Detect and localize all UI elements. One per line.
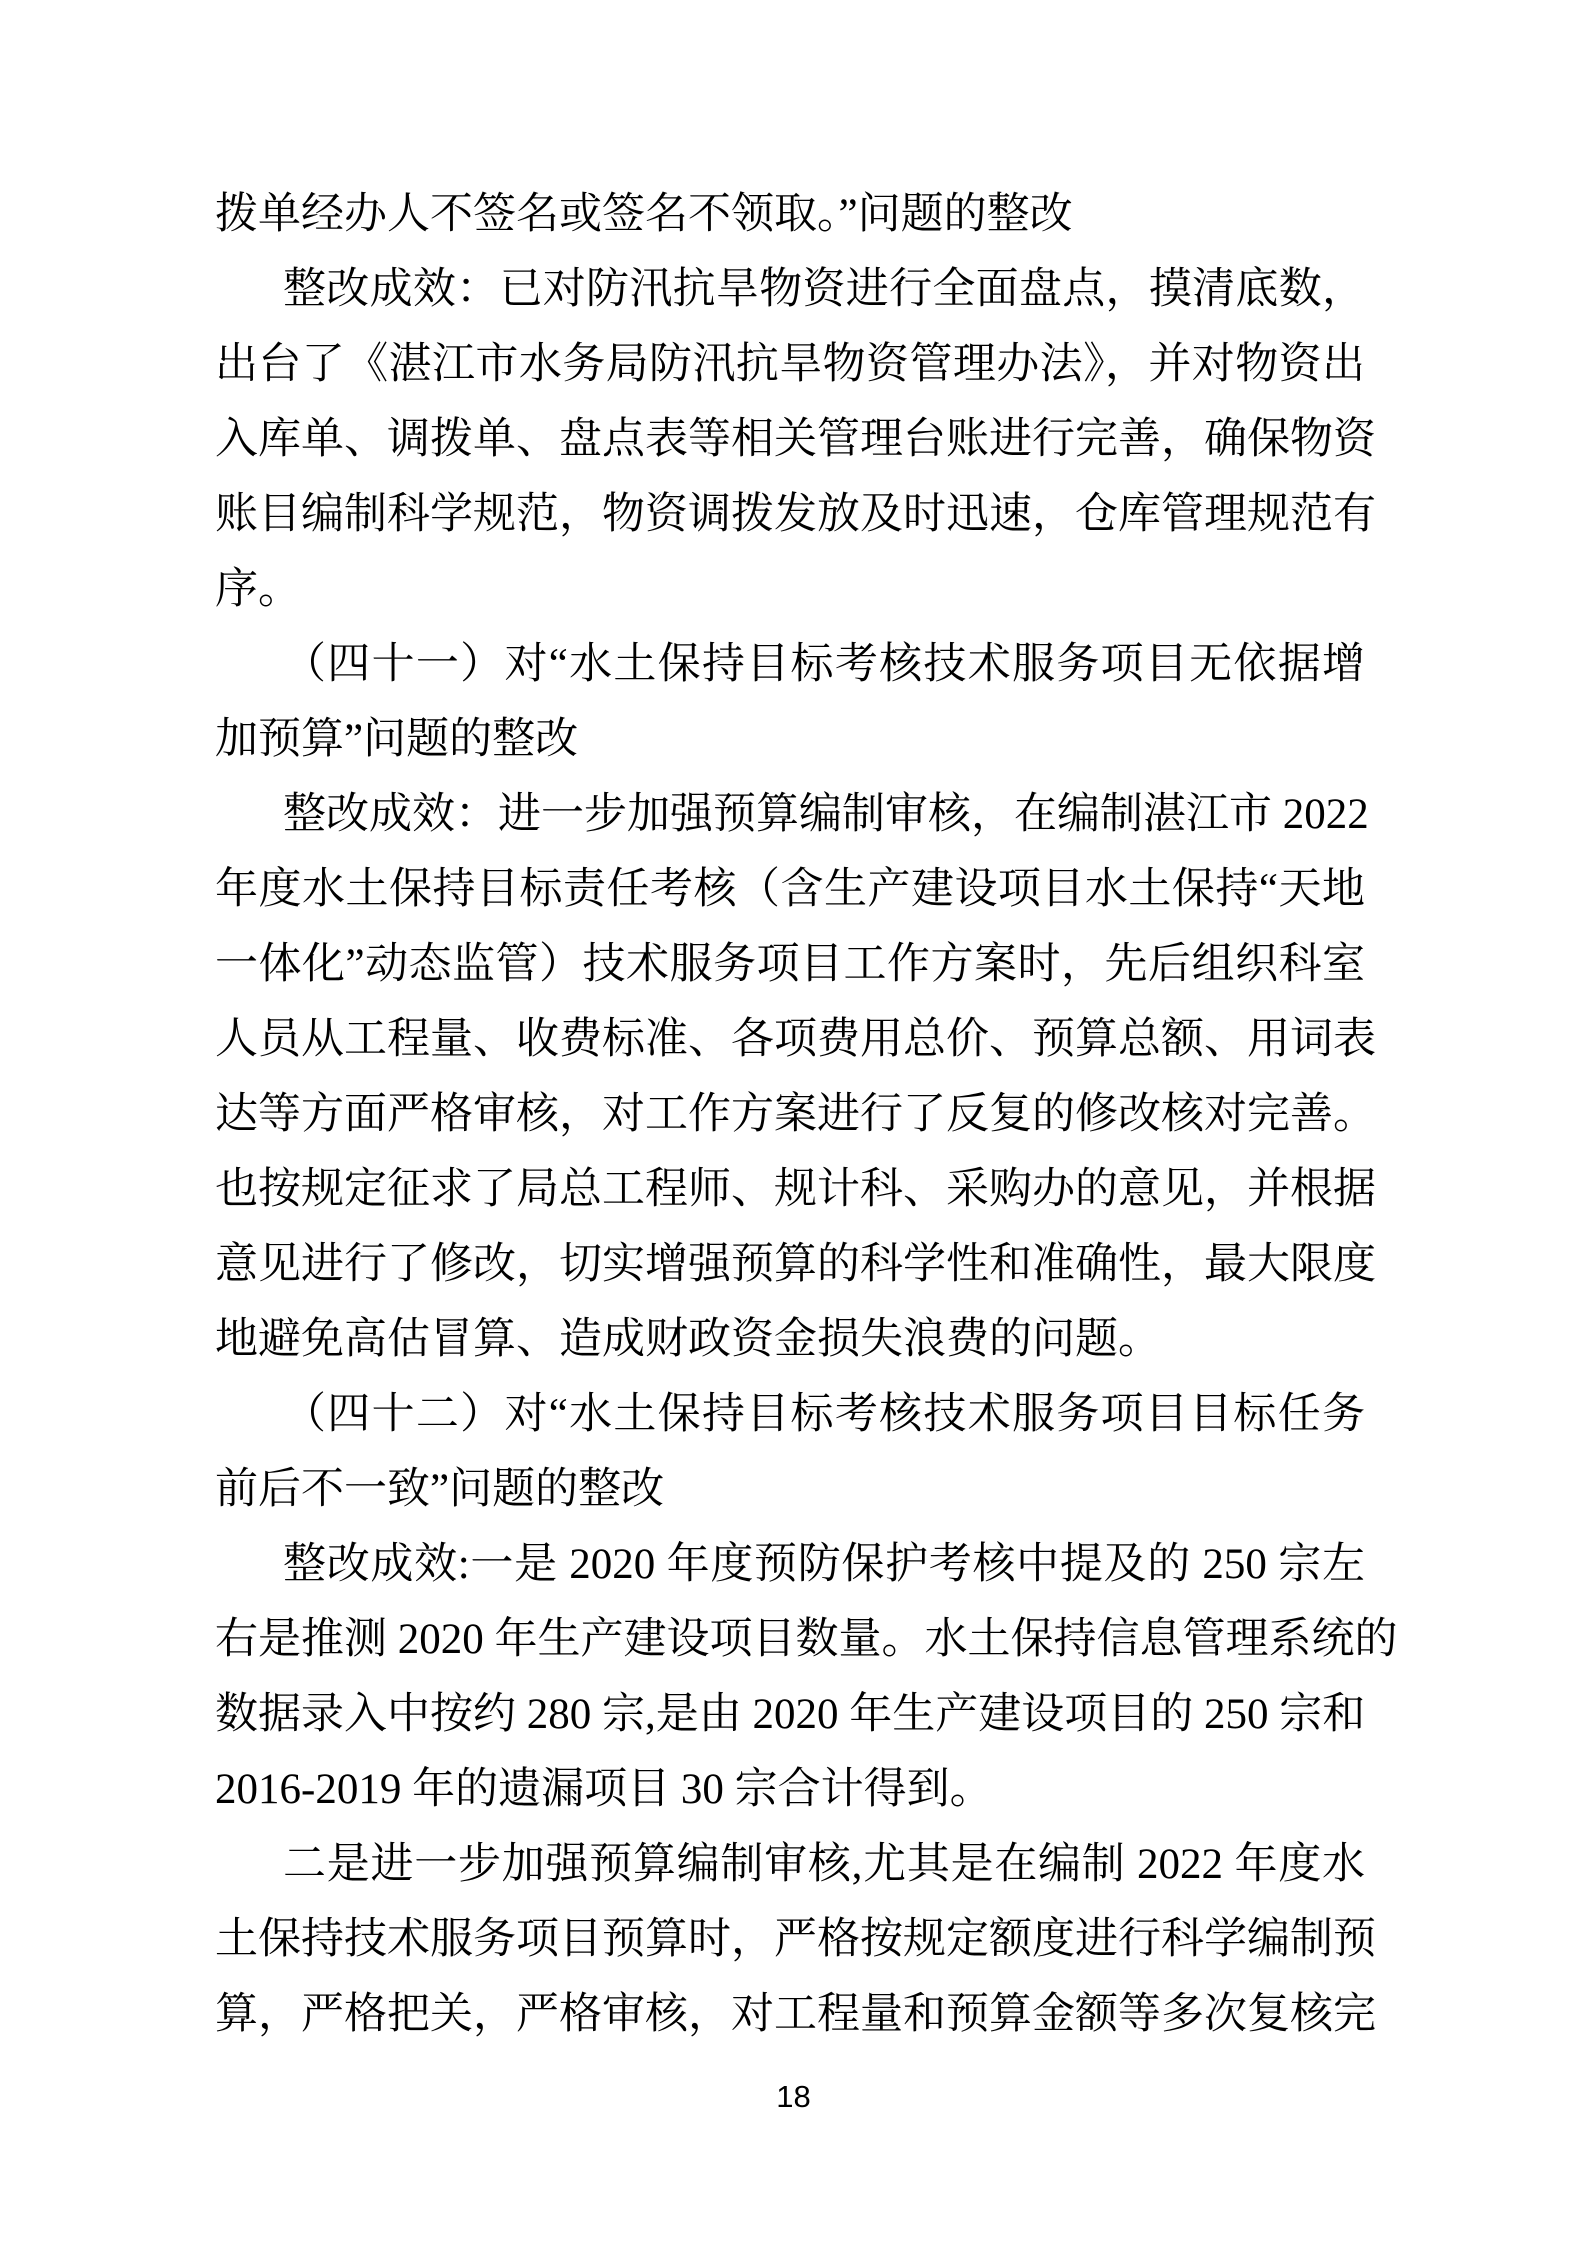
body-text-line: 一体化”动态监管）技术服务项目工作方案时，先后组织科室 [215,941,1365,988]
body-text-line: 入库单、调拨单、盘点表等相关管理台账进行完善，确保物资 [215,416,1376,463]
body-text-line: 二是进一步加强预算编制审核,尤其是在编制 2022 年度水 [283,1841,1365,1888]
body-text-line: 账目编制科学规范，物资调拨发放及时迅速，仓库管理规范有 [215,491,1376,538]
body-text-line: 出台了《湛江市水务局防汛抗旱物资管理办法》，并对物资出 [215,341,1365,388]
body-text-line: 意见进行了修改，切实增强预算的科学性和准确性，最大限度 [215,1241,1376,1288]
section-heading-line: （四十二）对“水土保持目标考核技术服务项目目标任务 [283,1391,1365,1438]
page-number: 18 [776,2079,811,2114]
body-text-line: 2016-2019 年的遗漏项目 30 宗合计得到。 [215,1766,993,1813]
section-heading-line: （四十一）对“水土保持目标考核技术服务项目无依据增 [283,641,1365,688]
body-text-line: 算，严格把关，严格审核，对工程量和预算金额等多次复核完 [215,1991,1376,2038]
body-text-line: 整改成效:一是 2020 年度预防保护考核中提及的 250 宗左 [283,1541,1365,1588]
body-text-line: 也按规定征求了局总工程师、规计科、采购办的意见，并根据 [215,1166,1376,1213]
body-text-line: 年度水土保持目标责任考核（含生产建设项目水土保持“天地 [215,866,1365,913]
body-text-line: 土保持技术服务项目预算时，严格按规定额度进行科学编制预 [215,1916,1376,1963]
body-text-line: 右是推测 2020 年生产建设项目数量。水土保持信息管理系统的 [215,1616,1398,1663]
body-text-line: 整改成效：进一步加强预算编制审核，在编制湛江市 2022 [283,791,1369,838]
body-text-line: 序。 [215,566,301,613]
body-text-line: 达等方面严格审核，对工作方案进行了反复的修改核对完善。 [215,1091,1376,1138]
body-text-line: 地避免高估冒算、造成财政资金损失浪费的问题。 [215,1316,1161,1363]
body-text-line: 数据录入中按约 280 宗,是由 2020 年生产建设项目的 250 宗和 [215,1691,1366,1738]
section-heading-line: 前后不一致”问题的整改 [215,1466,665,1513]
document-text-block [215,177,1398,2052]
heading-tail-line: 拨单经办人不签名或签名不领取。”问题的整改 [215,191,1073,238]
body-text-line: 人员从工程量、收费标准、各项费用总价、预算总额、用词表 [215,1016,1376,1063]
body-text-line: 整改成效：已对防汛抗旱物资进行全面盘点，摸清底数， [283,266,1365,313]
section-heading-line: 加预算”问题的整改 [215,716,579,763]
